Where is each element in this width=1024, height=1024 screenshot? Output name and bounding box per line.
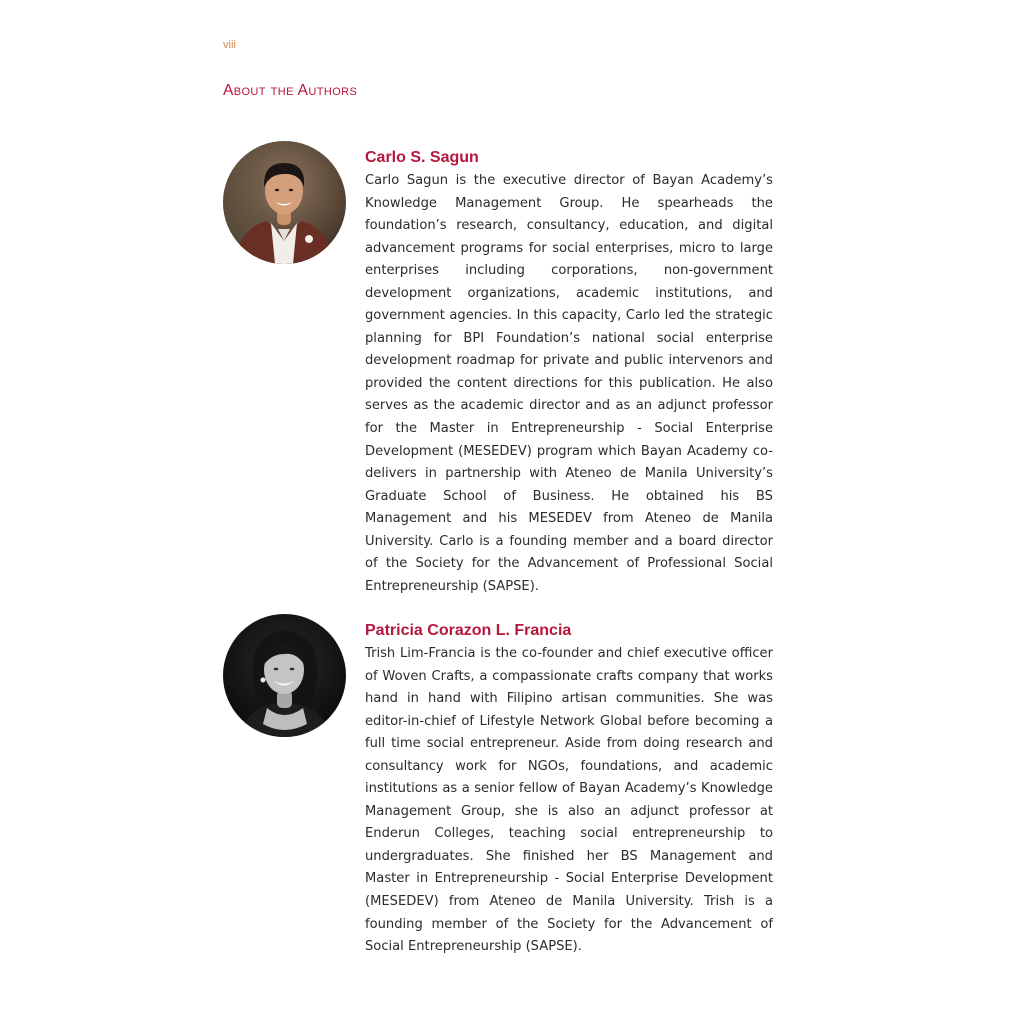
portrait-image <box>223 614 346 737</box>
author-photo-carlo-sagun <box>223 141 346 264</box>
author-bio: Carlo Sagun is the executive director of Bayan Academy’s Knowledge Management Group. He spearheads the foundation’s research, consultancy, education, and digital advancement programs for social enterprises, micro to large enterprises including corporations, non-government development organizations, academic institutions, and government agencies. In this capacity, Carlo led the strategic planning for BPI Foundation’s national social enterprise development roadmap for private and public intervenors and provided the content directions for this publication. He also serves as the academic director and as an adjunct professor for the Master in Entrepreneurship - Social Enterprise Development (MESEDEV) program which Bayan Academy co-delivers in partnership with Ateneo de Manila University’s Graduate School of Business. He obtained his BS Management and his MESEDEV from Ateneo de Manila University. Carlo is a founding member and a board director of the Society for the Advancement of Professional Social Entrepreneurship (SAPSE). <box>365 173 773 594</box>
page-number: viii <box>223 39 236 51</box>
author-bio: Trish Lim-Francia is the co-founder and chief executive officer of Woven Crafts, a compassionate crafts company that works hand in hand with Filipino artisan communities. She was editor-in-chief of Lifestyle Network Global before becoming a full time social entrepreneur. Aside from doing research and consultancy work for NGOs, foundations, and academic institutions as a senior fellow of Bayan Academy’s Knowledge Management Group, she is also an adjunct professor at Enderun Colleges, teaching social entrepreneurship to undergraduates. She finished her BS Management and Master in Entrepreneurship - Social Enterprise Development (MESEDEV) from Ateneo de Manila University. Trish is a founding member of the Society for the Advancement of Social Entrepreneurship (SAPSE). <box>365 646 773 955</box>
author-name: Patricia Corazon L. Francia <box>365 622 572 639</box>
author-name: Carlo S. Sagun <box>365 149 479 166</box>
portrait-image <box>223 141 346 264</box>
author-photo-patricia-francia <box>223 614 346 737</box>
section-title: About the Authors <box>223 82 358 99</box>
